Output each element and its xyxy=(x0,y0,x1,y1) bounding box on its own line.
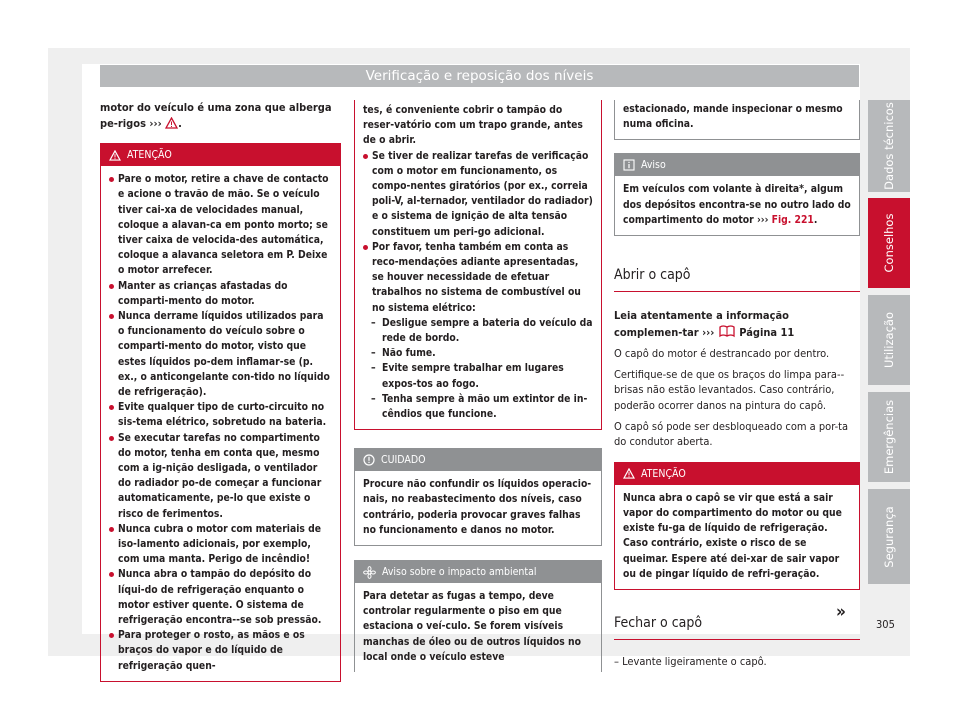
warning-box-hood-header xyxy=(615,463,859,485)
environment-box-body: Para detetar as fugas a tempo, deve controlar regularmente o piso em que estaciona o veí-culo. Se forem visíveis manchas de óleo ou de outros líquidos no local onde o veículo esteve xyxy=(363,590,581,663)
column-3 xyxy=(614,100,860,670)
info-square-icon xyxy=(623,159,635,171)
warning-subitem: – Não fume. xyxy=(363,346,593,361)
paragraph: O capô só pode ser desbloqueado com a por-ta do condutor aberta. xyxy=(614,419,849,449)
tab-utilizacao[interactable] xyxy=(868,295,910,385)
section-lead-arrow: ››› xyxy=(702,325,715,339)
warning-box-title: ATENÇÃO xyxy=(127,149,172,162)
notice-arrow: ››› xyxy=(756,213,769,226)
column-1 xyxy=(100,100,341,682)
caution-box xyxy=(354,448,602,546)
warning-item: Nunca cubra o motor com materiais de iso-lamento adicionais, por exemplo, com uma manta. Perigo de incêndio! xyxy=(109,522,332,568)
warning-box xyxy=(100,143,341,682)
step-item: – Levante ligeiramente o capô. xyxy=(614,654,767,668)
warning-item: Para proteger o rosto, as mãos e os braços do vapor e do líquido de refrigeração quen- xyxy=(109,628,332,674)
intro-text xyxy=(100,100,341,131)
environment-continued-text: estacionado, mande inspecionar o mesmo numa oficina. xyxy=(623,103,843,131)
warning-subitem: – Tenha sempre à mão um extintor de in-cêndios que funcione. xyxy=(363,392,593,422)
environment-flower-icon xyxy=(363,566,376,579)
warning-subitem: – Desligue sempre a bateria do veículo da rede de bordo. xyxy=(363,316,593,346)
warning-triangle-icon xyxy=(165,117,178,129)
notice-box-header xyxy=(615,154,859,176)
notice-box-body xyxy=(615,176,859,235)
page-number: 305 xyxy=(876,618,895,631)
tab-label: Conselhos xyxy=(882,213,896,273)
warning-subitem: – Evite sempre trabalhar em lugares expos-tos ao fogo. xyxy=(363,361,593,391)
section-title-open-hood: Abrir o capô xyxy=(614,266,860,292)
tab-emergencias[interactable] xyxy=(868,392,910,482)
warning-box-hood-title: ATENÇÃO xyxy=(641,467,686,480)
warning-box-body xyxy=(101,166,340,681)
warning-item: Se tiver de realizar tarefas de verificação com o motor em funcionamento, os compo-nentes giratórios (por ex., correia poli-V, al-ternador, ventilador do radiador) e o sistema de ignição de alta tensão constituem um peri-go adicional. xyxy=(363,149,593,240)
warning-box-hood-body: Nunca abra o capô se vir que está a sair vapor do compartimento do motor ou que existe fu-ga de líquido de refrigeração. Caso contrário, existe o risco de se queimar. Espere até dei-xar de sair vapor ou de pingar líquido de refri-geração. xyxy=(623,491,842,580)
notice-end: . xyxy=(813,213,818,226)
caution-box-title: CUIDADO xyxy=(381,454,426,467)
warning-box-hood xyxy=(614,462,860,590)
environment-box-title: Aviso sobre o impacto ambiental xyxy=(382,566,537,579)
warning-box-continued-body xyxy=(355,100,601,429)
intro-arrow: ››› xyxy=(149,116,162,130)
notice-box-title: Aviso xyxy=(641,159,666,172)
intro-end: . xyxy=(178,116,182,130)
figure-link[interactable]: Fig. 221 xyxy=(771,213,814,226)
warning-triangle-icon xyxy=(623,468,635,479)
page-reference[interactable]: Página 11 xyxy=(739,325,795,339)
warning-item: Nunca abra o tampão do depósito do líqui-do de refrigeração enquanto o motor estiver quente. O sistema de refrigeração encontra--se sob pressão. xyxy=(109,567,332,628)
environment-box-continued xyxy=(614,100,860,140)
info-circle-icon xyxy=(363,454,375,466)
intro-text-body: motor do veículo é uma zona que alberga pe-rigos xyxy=(100,101,332,130)
book-icon xyxy=(718,324,736,338)
paragraph: Certifique-se de que os braços do limpa para--brisas não estão levantados. Caso contrário, poderão ocorrer danos na pintura do capô. xyxy=(614,367,845,412)
page-header: Verificação e reposição dos níveis xyxy=(100,65,859,87)
warning-continued-text: tes, é conveniente cobrir o tampão do reser-vatório com um trapo grande, antes de o abrir. xyxy=(363,104,583,147)
tab-label: Utilização xyxy=(882,311,896,369)
warning-item: Pare o motor, retire a chave de contacto e acione o travão de mão. Se o veículo tiver cai-xa de velocidades manual, coloque a alavan-ca em ponto morto; se tiver caixa de velocida-des automática, coloque a alavanca seletora em P. Deixe o motor arrefecer. xyxy=(109,172,332,278)
column-2 xyxy=(354,100,602,672)
warning-item: Por favor, tenha também em conta as reco-mendações adiante apresentadas, se houver necessidade de efetuar trabalhos no sistema de combustível ou no sistema elétrico: xyxy=(363,240,593,316)
section-lead xyxy=(614,308,860,340)
tab-label: Emergências xyxy=(882,399,896,475)
warning-box-continued xyxy=(354,100,602,430)
environment-box-header xyxy=(355,561,601,583)
tab-seguranca[interactable] xyxy=(868,489,910,584)
section-lead-text: Leia atentamente a informação complemen-tar xyxy=(614,309,789,339)
tab-conselhos[interactable] xyxy=(868,198,910,288)
tab-dados-tecnicos[interactable] xyxy=(868,100,910,192)
warning-item: Se executar tarefas no compartimento do motor, tenha em conta que, mesmo com a ig-nição desligada, o ventilador do radiador po-de começar a funcionar automaticamente, pe-lo que existe o risco de ferimentos. xyxy=(109,431,332,522)
environment-box xyxy=(354,560,602,672)
caution-box-body: Procure não confundir os líquidos operacio-nais, no reabastecimento dos níveis, caso contrário, poderia provocar graves falhas no funcionamento e danos no motor. xyxy=(363,478,592,536)
tab-label: Segurança xyxy=(882,505,896,568)
notice-box xyxy=(614,153,860,236)
warning-item: Manter as crianças afastadas do comparti-mento do motor. xyxy=(109,279,332,309)
continue-mark: » xyxy=(836,602,846,622)
warning-triangle-icon xyxy=(109,150,121,161)
section-title-close-hood: Fechar o capô xyxy=(614,614,860,640)
tab-label: Dados técnicos xyxy=(882,102,896,190)
warning-box-header xyxy=(101,144,340,166)
caution-box-header xyxy=(355,449,601,471)
warning-item: Evite qualquer tipo de curto-circuito no sis-tema elétrico, sobretudo na bateria. xyxy=(109,400,332,430)
notice-text: Em veículos com volante à direita*, algum dos depósitos encontra-se no outro lado do compartimento do motor xyxy=(623,183,851,226)
paragraph: O capô do motor é destrancado por dentro. xyxy=(614,347,830,361)
warning-item: Nunca derrame líquidos utilizados para o funcionamento do veículo sobre o comparti-mento do motor, visto que estes líquidos po-dem inflamar-se (p. ex., o anticongelante con-tido no líquido de refrigeração). xyxy=(109,309,332,400)
